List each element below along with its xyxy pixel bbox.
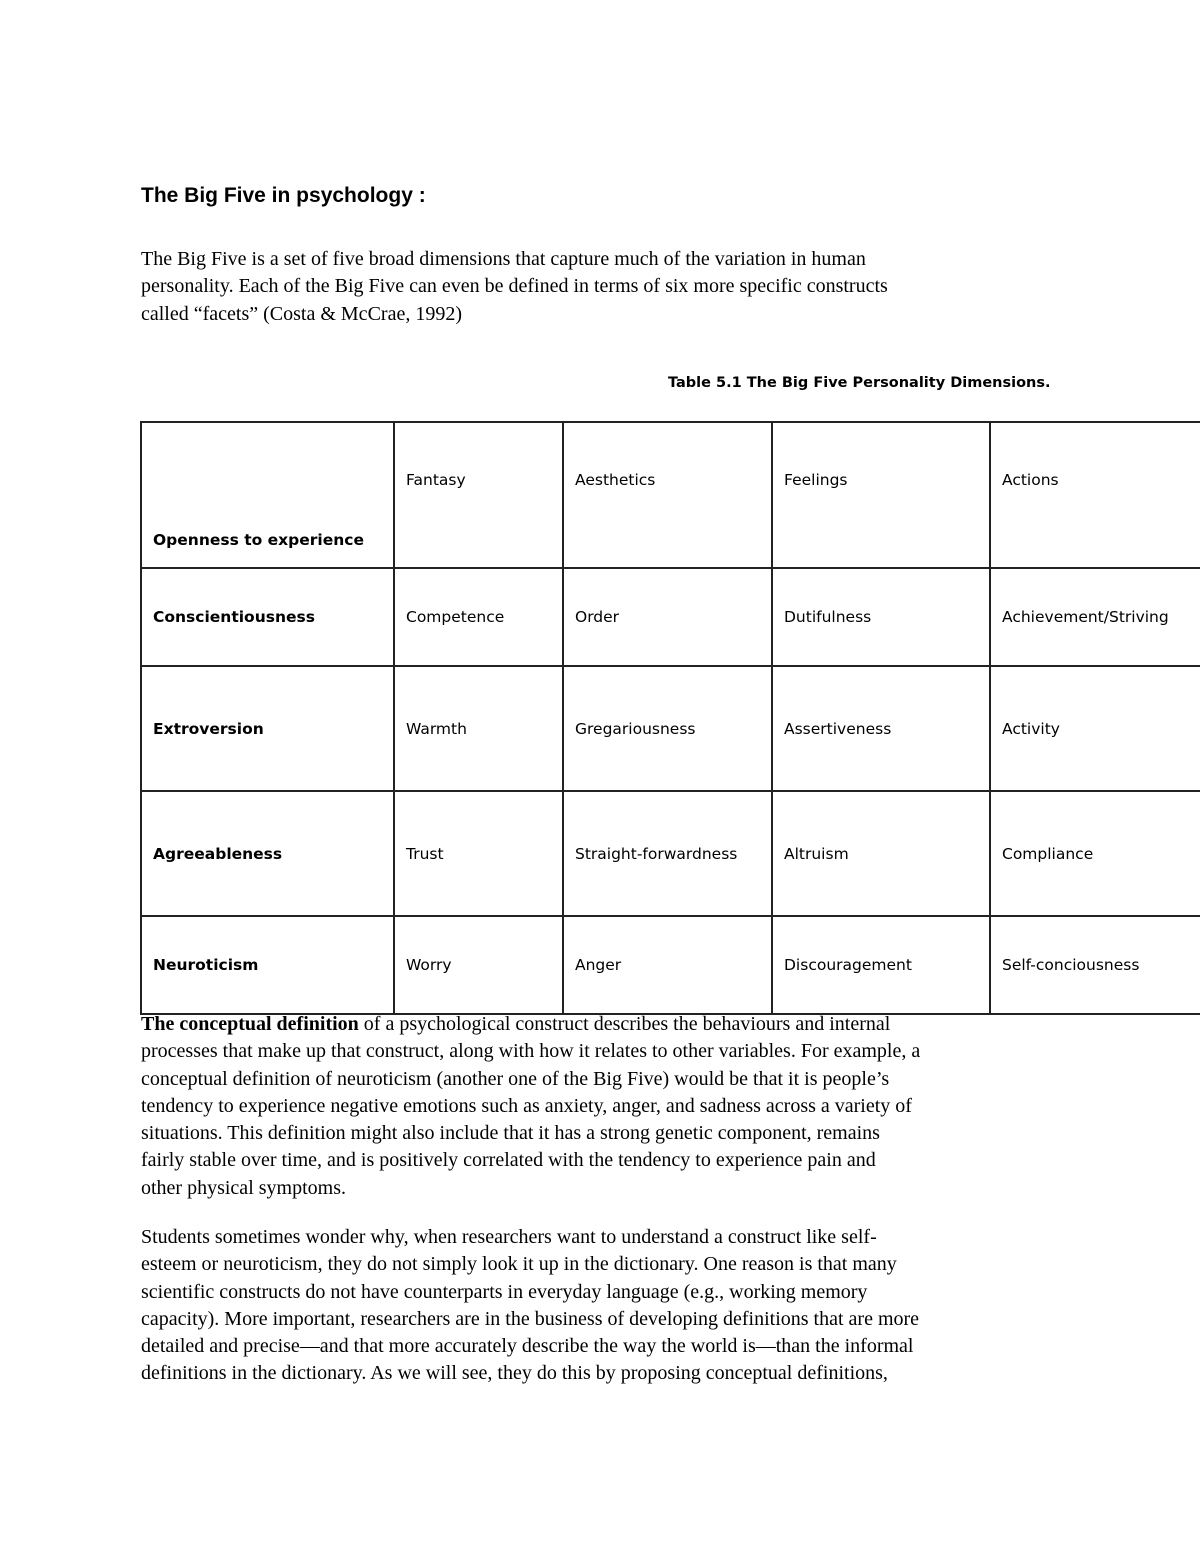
conceptual-line: tendency to experience negative emotions such as anxiety, anger, and sadness across a variety of xyxy=(141,1094,912,1117)
conceptual-definition-paragraph xyxy=(141,1011,1081,1202)
facet-cell: Altruism xyxy=(772,791,990,916)
facet-cell: Worry xyxy=(394,916,563,1014)
students-line: scientific constructs do not have counterparts in everyday language (e.g., working memory xyxy=(141,1280,868,1303)
dimension-cell: Neuroticism xyxy=(141,916,394,1014)
students-paragraph xyxy=(141,1224,1081,1388)
intro-line: personality. Each of the Big Five can even be defined in terms of six more specific constructs xyxy=(141,275,888,298)
conceptual-line: other physical symptoms. xyxy=(141,1176,346,1199)
conceptual-line: situations. This definition might also include that it has a strong genetic component, remains xyxy=(141,1122,880,1145)
facet-cell: Competence xyxy=(394,568,563,666)
table-row xyxy=(141,666,1200,791)
facet-cell: Discouragement xyxy=(772,916,990,1014)
table-row xyxy=(141,791,1200,916)
facet-cell: Actions xyxy=(990,422,1200,568)
students-line: Students sometimes wonder why, when researchers want to understand a construct like self- xyxy=(141,1226,877,1248)
facet-cell: Activity xyxy=(990,666,1200,791)
conceptual-line: processes that make up that construct, along with how it relates to other variables. For example, a xyxy=(141,1040,921,1063)
table-row xyxy=(141,916,1200,1014)
big-five-table xyxy=(140,421,1200,1015)
dimension-cell: Openness to experience xyxy=(141,422,394,568)
dimension-cell: Agreeableness xyxy=(141,791,394,916)
facet-cell: Achievement/Striving xyxy=(990,568,1200,666)
conceptual-line: conceptual definition of neuroticism (another one of the Big Five) would be that it is people’s xyxy=(141,1067,890,1090)
conceptual-first-line-text: of a psychological construct describes the behaviours and internal xyxy=(358,1013,891,1035)
facet-cell: Order xyxy=(563,568,772,666)
facet-cell: Self-conciousness xyxy=(990,916,1200,1014)
facet-cell: Feelings xyxy=(772,422,990,568)
students-line: capacity). More important, researchers are in the business of developing definitions that are more xyxy=(141,1307,920,1330)
facet-cell: Trust xyxy=(394,791,563,916)
students-line: definitions in the dictionary. As we will see, they do this by proposing conceptual definitions, xyxy=(141,1362,888,1385)
facet-cell: Anger xyxy=(563,916,772,1014)
facet-cell: Fantasy xyxy=(394,422,563,568)
dimension-cell: Extroversion xyxy=(141,666,394,791)
facet-cell: Assertiveness xyxy=(772,666,990,791)
conceptual-definition-term: The conceptual definition xyxy=(141,1013,359,1035)
intro-line: called “facets” (Costa & McCrae, 1992) xyxy=(141,302,462,325)
table-row xyxy=(141,422,1200,568)
intro-paragraph xyxy=(141,246,1081,328)
facet-cell: Gregariousness xyxy=(563,666,772,791)
conceptual-line: fairly stable over time, and is positively correlated with the tendency to experience pain and xyxy=(141,1149,876,1172)
conceptual-line xyxy=(141,1011,1081,1038)
facet-cell: Warmth xyxy=(394,666,563,791)
table-caption: Table 5.1 The Big Five Personality Dimensions. xyxy=(668,375,1051,391)
dimension-cell: Conscientiousness xyxy=(141,568,394,666)
facet-cell: Aesthetics xyxy=(563,422,772,568)
facet-cell: Dutifulness xyxy=(772,568,990,666)
intro-line: The Big Five is a set of five broad dimensions that capture much of the variation in human xyxy=(141,248,866,270)
facet-cell: Straight-forwardness xyxy=(563,791,772,916)
page-heading: The Big Five in psychology : xyxy=(141,184,426,207)
students-line: detailed and precise—and that more accurately describe the way the world is—than the informal xyxy=(141,1335,914,1358)
table-row xyxy=(141,568,1200,666)
students-line: esteem or neuroticism, they do not simply look it up in the dictionary. One reason is that many xyxy=(141,1253,897,1276)
facet-cell: Compliance xyxy=(990,791,1200,916)
